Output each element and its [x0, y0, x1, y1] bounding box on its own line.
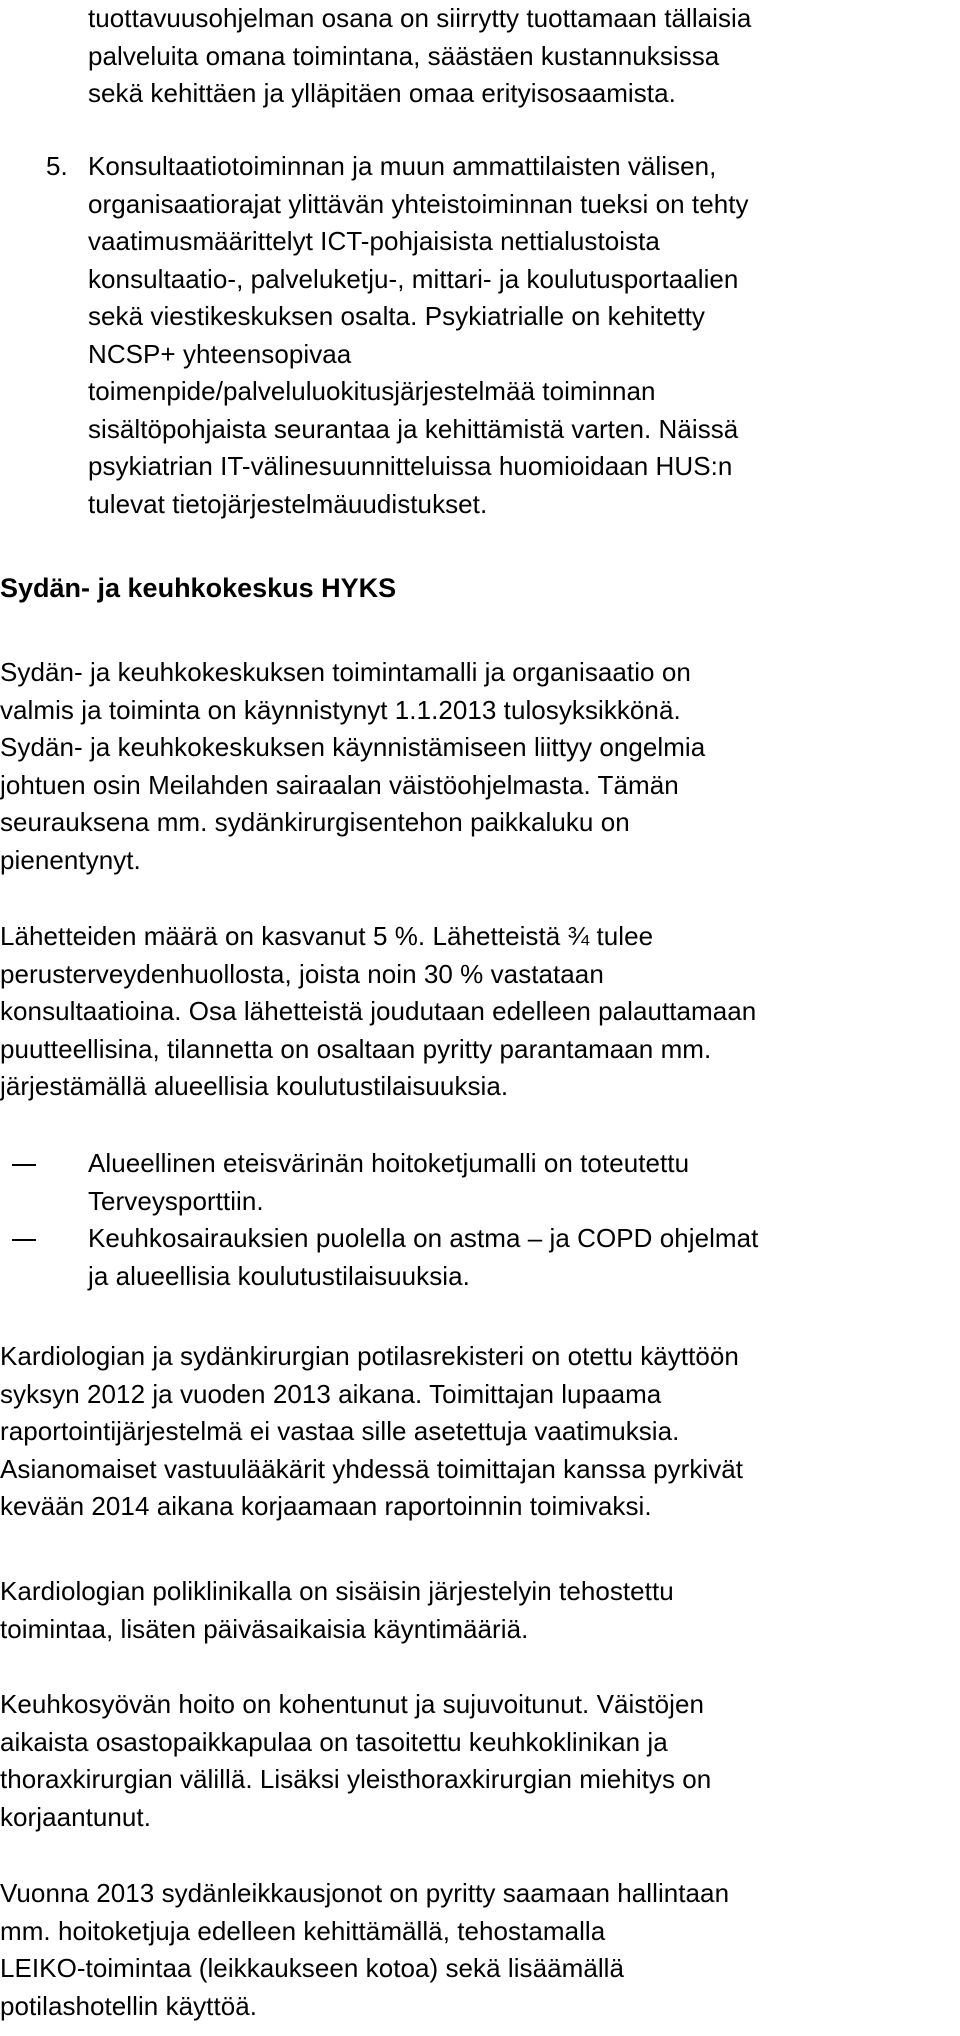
text-line: Keuhkosyövän hoito on kohentunut ja sujuvoitunut. Väistöjen	[0, 1689, 704, 1719]
intro-continuation	[88, 0, 751, 113]
list-item	[0, 1145, 960, 1220]
text-line: perusterveydenhuollosta, joista noin 30 % vastataan	[0, 958, 604, 989]
text-line: sekä viestikeskuksen osalta. Psykiatrialle on kehitetty	[88, 301, 705, 331]
text-line: tulevat tietojärjestelmäuudistukset.	[88, 488, 488, 519]
text-line: NCSP+ yhteensopivaa	[88, 338, 352, 369]
text-line: thoraxkirurgian välillä. Lisäksi yleisthoraxkirurgian miehitys on	[0, 1764, 712, 1794]
text-line: toimintaa, lisäten päiväsaikaisia käyntimääriä.	[0, 1613, 529, 1644]
text-line: Sydän- ja keuhkokeskuksen käynnistämiseen liittyy ongelmia	[0, 732, 706, 762]
item-number: 5.	[46, 151, 68, 181]
text-line: psykiatrian IT-välinesuunnitteluissa huomioidaan HUS:n	[88, 451, 733, 481]
text-line: konsultaatioina. Osa lähetteistä joudutaan edelleen palauttamaan	[0, 996, 757, 1026]
text-line: Vuonna 2013 sydänleikkausjonot on pyritty saamaan hallintaan	[0, 1878, 730, 1908]
text-line: ja alueellisia koulutustilaisuuksia.	[88, 1260, 470, 1291]
text-line: sekä kehittäen ja ylläpitäen omaa erityisosaamista.	[88, 78, 676, 108]
text-line: Terveysporttiin.	[88, 1185, 264, 1216]
text-line: Konsultaatiotoiminnan ja muun ammattilaisten välisen,	[88, 151, 717, 181]
bullet-list	[0, 1145, 960, 1295]
section-heading: Sydän- ja keuhkokeskus HYKS	[0, 573, 397, 603]
text-line: aikaista osastopaikkapulaa on tasoitettu keuhkoklinikan ja	[0, 1726, 668, 1757]
text-line: potilashotellin käyttöä.	[0, 1990, 258, 2021]
text-line: seurauksena mm. sydänkirurgisentehon paikkaluku on	[0, 807, 630, 837]
text-line: raportointijärjestelmä ei vastaa sille asetettuja vaatimuksia.	[0, 1416, 680, 1446]
text-line: Lähetteiden määrä on kasvanut 5 %. Lähetteistä ¾ tulee	[0, 921, 654, 951]
text-line: pienentynyt.	[0, 844, 141, 875]
list-item	[0, 1220, 960, 1295]
item-text	[88, 148, 960, 523]
paragraph-5	[0, 1686, 711, 1836]
text-line: vaatimusmäärittelyt ICT-pohjaisista nettialustoista	[88, 226, 660, 256]
text-line: Keuhkosairauksien puolella on astma – ja COPD ohjelmat	[88, 1223, 759, 1253]
paragraph-2	[0, 918, 756, 1106]
numbered-item-5	[0, 148, 960, 523]
text-line: Asianomaiset vastuulääkärit yhdessä toimittajan kanssa pyrkivät	[0, 1453, 744, 1484]
dash-bullet-icon	[12, 1164, 36, 1166]
text-line: Sydän- ja keuhkokeskuksen toimintamalli ja organisaatio on	[0, 657, 691, 687]
paragraph-1	[0, 654, 705, 879]
text-line: Kardiologian poliklinikalla on sisäisin järjestelyin tehostettu	[0, 1576, 674, 1606]
text-line: toimenpide/palveluluokitusjärjestelmää toiminnan	[88, 376, 656, 406]
text-line: valmis ja toiminta on käynnistynyt 1.1.2013 tulosyksikkönä.	[0, 694, 681, 725]
text-line: Alueellinen eteisvärinän hoitoketjumalli on toteutettu	[88, 1148, 690, 1178]
text-line: korjaantunut.	[0, 1801, 151, 1832]
text-line: konsultaatio-, palveluketju-, mittari- ja koulutusportaalien	[88, 263, 739, 294]
text-line: LEIKO-toimintaa (leikkaukseen kotoa) sekä lisäämällä	[0, 1953, 624, 1983]
text-line: järjestämällä alueellisia koulutustilaisuuksia.	[0, 1071, 509, 1101]
text-line: syksyn 2012 ja vuoden 2013 aikana. Toimittajan lupaama	[0, 1378, 662, 1409]
paragraph-4	[0, 1573, 674, 1648]
text-line: palveluita omana toimintana, säästäen kustannuksissa	[88, 40, 720, 71]
text-line: sisältöpohjaista seurantaa ja kehittämistä varten. Näissä	[88, 413, 739, 444]
text-line: johtuen osin Meilahden sairaalan väistöohjelmasta. Tämän	[0, 769, 679, 800]
text-line: mm. hoitoketjuja edelleen kehittämällä, tehostamalla	[0, 1915, 606, 1946]
paragraph-3	[0, 1338, 743, 1526]
dash-bullet-icon	[12, 1239, 36, 1241]
paragraph-6	[0, 1875, 729, 2025]
text-line: kevään 2014 aikana korjaamaan raportoinnin toimivaksi.	[0, 1491, 652, 1521]
text-line: organisaatiorajat ylittävän yhteistoiminnan tueksi on tehty	[88, 188, 749, 219]
text-line: puutteellisina, tilannetta on osaltaan pyritty parantamaan mm.	[0, 1033, 712, 1064]
text-line: tuottavuusohjelman osana on siirrytty tuottamaan tällaisia	[88, 3, 752, 33]
text-line: Kardiologian ja sydänkirurgian potilasrekisteri on otettu käyttöön	[0, 1341, 739, 1371]
